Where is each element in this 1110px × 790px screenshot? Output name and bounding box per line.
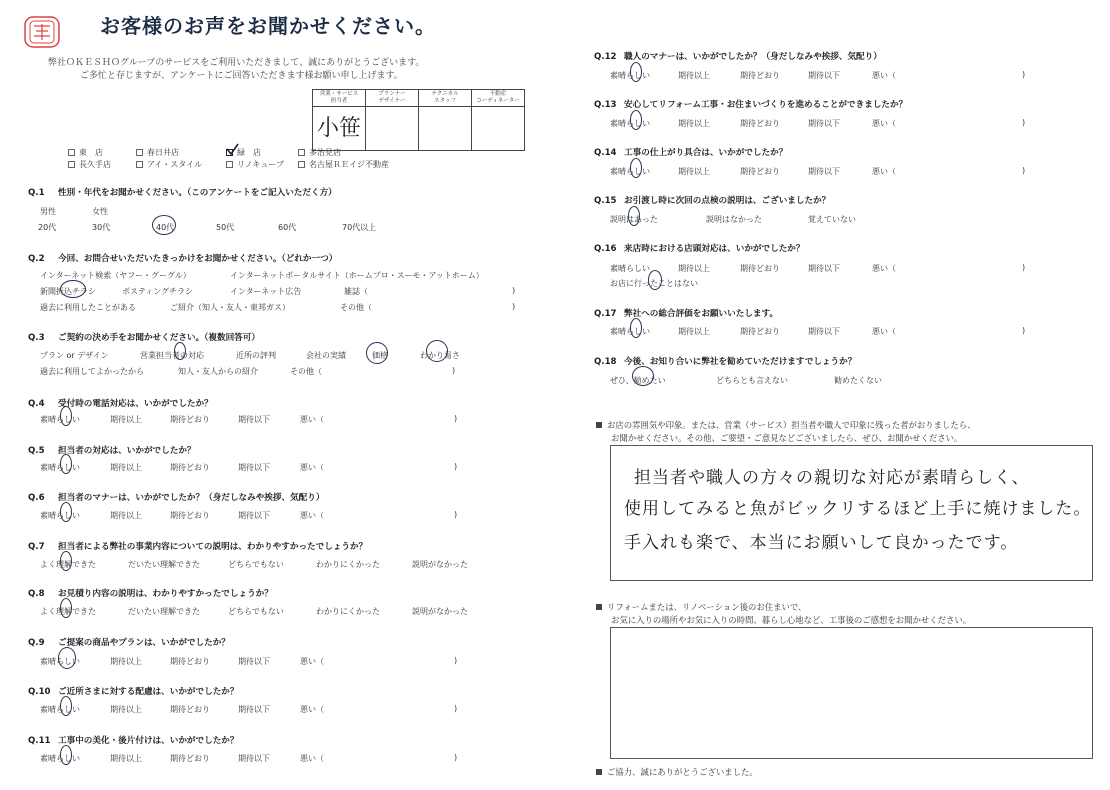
q4-opt-bad[interactable]: 悪い（ (300, 415, 324, 424)
q8-opt-none[interactable]: 説明がなかった (412, 607, 468, 616)
checkmark-icon (225, 143, 239, 157)
q3-opt-sales[interactable]: 営業担当者の対応 (140, 351, 204, 360)
q10-opt-excellent[interactable]: 素晴らしい (40, 705, 80, 714)
q10-opt-above[interactable]: 期待以上 (110, 705, 142, 714)
q11-heading: Q.11 工事中の美化・後片付けは、いかがでしたか？ (28, 734, 238, 746)
q2-heading: Q.2 今回、お問合せいただいたきっかけをお聞かせください。（どれか一つ） (28, 252, 337, 264)
q16-opt-bad[interactable]: 悪い（ (872, 264, 896, 273)
q1-age-60[interactable]: 60代 (278, 223, 297, 232)
q2-opt-search[interactable]: インターネット検索（ヤフー・グーグル） (40, 271, 191, 280)
q3-opt-price[interactable]: 価格 (372, 351, 388, 360)
company-seal-icon (22, 14, 62, 50)
q4-opt-expected[interactable]: 期待どおり (170, 415, 210, 424)
comment1-handwriting-line-2: 使用してみると魚がビックリするほど上手に焼けました。 (624, 499, 1092, 519)
q7-opt-neutral[interactable]: どちらでもない (228, 560, 284, 569)
staff-header-planner: プランナー デザイナー (366, 90, 419, 107)
staff-realestate-name[interactable] (472, 107, 525, 151)
q8-opt-well[interactable]: よく理解できた (40, 607, 96, 616)
q10-opt-bad[interactable]: 悪い（ (300, 705, 324, 714)
q17-opt-below[interactable]: 期待以下 (808, 327, 840, 336)
q14-opt-excellent[interactable]: 素晴らしい (610, 167, 650, 176)
q11-opt-above[interactable]: 期待以上 (110, 754, 142, 763)
q3-opt-reputation[interactable]: 近所の評判 (236, 351, 276, 360)
store-higashi[interactable]: 東 店 (68, 147, 103, 158)
q17-opt-expected[interactable]: 期待どおり (740, 327, 780, 336)
q3-opt-plan[interactable]: プラン or デザイン (40, 351, 109, 360)
q3-opt-referral[interactable]: 知人・友人からの紹介 (178, 367, 258, 376)
q2-opt-portal[interactable]: インターネットポータルサイト（ホームプロ・スーモ・アットホーム） (230, 271, 484, 280)
q18-opt-no[interactable]: 勧めたくない (834, 376, 882, 385)
staff-table (312, 89, 525, 151)
q2-opt-web-ad[interactable]: インターネット広告 (230, 287, 302, 296)
q18-heading: Q.18 今後、お知り合いに弊社を勧めていただけますでしょうか？ (594, 355, 856, 367)
q2-opt-newspaper[interactable]: 新聞折込チラシ (40, 287, 96, 296)
comment2-prompt-2: お気に入りの場所やお気に入りの時間、暮らし心地など、工事後のご感想をお聞かせください。 (611, 615, 972, 625)
q12-opt-bad[interactable]: 悪い（ (872, 71, 896, 80)
q7-opt-well[interactable]: よく理解できた (40, 560, 96, 569)
q11-opt-excellent[interactable]: 素晴らしい (40, 754, 80, 763)
q5-heading: Q.5 担当者の対応は、いかがでしたか？ (28, 444, 196, 456)
q16-opt-never-visited[interactable]: お店に行ったことはない (610, 279, 698, 288)
store-tajimi[interactable]: 多治見店 (298, 147, 341, 158)
q3-opt-record[interactable]: 会社の実績 (306, 351, 346, 360)
q9-opt-excellent[interactable]: 素晴らしい (40, 657, 80, 666)
q17-heading: Q.17 弊社への総合評価をお願いいたします。 (594, 307, 778, 319)
q17-opt-excellent[interactable]: 素晴らしい (610, 327, 650, 336)
q2-opt-magazine[interactable]: 雑誌（ (344, 287, 368, 296)
q8-opt-neutral[interactable]: どちらでもない (228, 607, 284, 616)
q12-opt-below[interactable]: 期待以下 (808, 71, 840, 80)
q1-age-20[interactable]: 20代 (38, 223, 57, 232)
q5-opt-expected[interactable]: 期待どおり (170, 463, 210, 472)
q13-opt-bad[interactable]: 悪い（ (872, 119, 896, 128)
q16-opt-excellent[interactable]: 素晴らしい (610, 264, 650, 273)
q1-age-40[interactable]: 40代 (156, 223, 175, 232)
q9-opt-above[interactable]: 期待以上 (110, 657, 142, 666)
staff-header-technical: テクニカル スタッフ (419, 90, 472, 107)
q6-opt-bad[interactable]: 悪い（ (300, 511, 324, 520)
q2-opt-other[interactable]: その他（ (340, 303, 372, 312)
q3-heading: Q.3 ご契約の決め手をお聞かせください。（複数回答可） (28, 331, 260, 343)
q3-opt-past[interactable]: 過去に利用してよかったから (40, 367, 144, 376)
q13-opt-excellent[interactable]: 素晴らしい (610, 119, 650, 128)
q6-opt-below[interactable]: 期待以下 (238, 511, 270, 520)
footer-thanks: ご協力、誠にありがとうございました。 (596, 766, 758, 778)
q9-opt-expected[interactable]: 期待どおり (170, 657, 210, 666)
page-title: お客様のお声をお聞かせください。 (100, 14, 436, 38)
q4-opt-below[interactable]: 期待以下 (238, 415, 270, 424)
q2-opt-past[interactable]: 過去に利用したことがある (40, 303, 136, 312)
q11-opt-below[interactable]: 期待以下 (238, 754, 270, 763)
store-istyle[interactable]: アイ・スタイル (136, 159, 202, 170)
q6-opt-expected[interactable]: 期待どおり (170, 511, 210, 520)
q11-opt-bad[interactable]: 悪い（ (300, 754, 324, 763)
q17-opt-bad[interactable]: 悪い（ (872, 327, 896, 336)
q15-opt-no[interactable]: 説明はなかった (706, 215, 762, 224)
comment1-prompt-1: お店の雰囲気や印象。または、営業（サービス）担当者や職人で印象に残った者がおりましたら、 (596, 419, 976, 431)
comment1-handwriting-line-1: 担当者や職人の方々の親切な対応が素晴らしく、 (634, 468, 1030, 488)
q7-opt-none[interactable]: 説明がなかった (412, 560, 468, 569)
q8-heading: Q.8 お見積り内容の説明は、わかりやすかったでしょうか？ (28, 587, 273, 599)
q3-opt-clarity[interactable]: わかり易さ (420, 351, 460, 360)
q4-opt-above[interactable]: 期待以上 (110, 415, 142, 424)
store-nagoya-re[interactable]: 名古屋ＲＥイジ不動産 (298, 159, 389, 170)
q4-opt-excellent[interactable]: 素晴らしい (40, 415, 80, 424)
q1-age-70[interactable]: 70代以上 (342, 223, 377, 232)
q1-age-30[interactable]: 30代 (92, 223, 111, 232)
q16-heading: Q.16 来店時における店頭対応は、いかがでしたか？ (594, 242, 804, 254)
q2-opt-referral[interactable]: ご紹介（知人・友人・東邦ガス） (170, 303, 290, 312)
q14-heading: Q.14 工事の仕上がり具合は、いかがでしたか？ (594, 146, 787, 158)
q10-opt-expected[interactable]: 期待どおり (170, 705, 210, 714)
q18-opt-neutral[interactable]: どちらとも言えない (716, 376, 788, 385)
staff-header-realestate: 不動産 コーディネーター (472, 90, 525, 107)
q13-opt-expected[interactable]: 期待どおり (740, 119, 780, 128)
q6-opt-above[interactable]: 期待以上 (110, 511, 142, 520)
q15-opt-forgot[interactable]: 覚えていない (808, 215, 856, 224)
staff-technical-name[interactable] (419, 107, 472, 151)
q15-heading: Q.15 お引渡し時に次回の点検の説明は、ございましたか？ (594, 194, 830, 206)
comment2-box[interactable] (610, 627, 1093, 759)
q18-opt-yes[interactable]: ぜひ、勧めたい (610, 376, 666, 385)
q1-gender-female[interactable]: 女性 (92, 207, 108, 216)
q14-opt-above[interactable]: 期待以上 (678, 167, 710, 176)
staff-sales-name[interactable]: 小笹 (313, 107, 366, 151)
q4-heading: Q.4 受付時の電話対応は、いかがでしたか？ (28, 397, 213, 409)
staff-header-sales: 営業・サービス 担当者 (313, 90, 366, 107)
intro-line-1: 弊社ＯＫＥＳＨＯグループのサービスをご利用いただきまして、誠にありがとうございます。 (48, 58, 425, 68)
q13-opt-above[interactable]: 期待以上 (678, 119, 710, 128)
q12-heading: Q.12 職人のマナーは、いかがでしたか？（身だしなみや挨拶、気配り） (594, 50, 882, 62)
q7-opt-mostly[interactable]: だいたい理解できた (128, 560, 200, 569)
q3-opt-other[interactable]: その他（ (290, 367, 322, 376)
q14-opt-below[interactable]: 期待以下 (808, 167, 840, 176)
q5-opt-below[interactable]: 期待以下 (238, 463, 270, 472)
q17-opt-above[interactable]: 期待以上 (678, 327, 710, 336)
q10-heading: Q.10 ご近所さまに対する配慮は、いかがでしたか？ (28, 685, 238, 697)
q7-heading: Q.7 担当者による弊社の事業内容についての説明は、わかりやすかったでしょうか？ (28, 540, 367, 552)
q11-opt-expected[interactable]: 期待どおり (170, 754, 210, 763)
q9-opt-below[interactable]: 期待以下 (238, 657, 270, 666)
store-renocube[interactable]: リノキューブ (226, 159, 284, 170)
q6-opt-excellent[interactable]: 素晴らしい (40, 511, 80, 520)
q16-opt-expected[interactable]: 期待どおり (740, 264, 780, 273)
q10-opt-below[interactable]: 期待以下 (238, 705, 270, 714)
staff-planner-name[interactable] (366, 107, 419, 151)
q1-heading: Q.1 性別・年代をお聞かせください。（このアンケートをご記入いただく方） (28, 186, 337, 198)
q5-opt-excellent[interactable]: 素晴らしい (40, 463, 80, 472)
comment1-prompt-2: お聞かせください。その他、ご要望・ご意見などございましたら、ぜひ、お聞かせください。 (611, 433, 963, 443)
q1-gender-male[interactable]: 男性 (40, 207, 56, 216)
q5-opt-bad[interactable]: 悪い（ (300, 463, 324, 472)
q16-opt-below[interactable]: 期待以下 (808, 264, 840, 273)
q13-heading: Q.13 安心してリフォーム工事・お住まいづくりを進めることができましたか？ (594, 98, 907, 110)
q15-opt-yes[interactable]: 説明はあった (610, 215, 658, 224)
store-midori[interactable]: 緑 店 (226, 147, 261, 158)
q14-opt-bad[interactable]: 悪い（ (872, 167, 896, 176)
q14-opt-expected[interactable]: 期待どおり (740, 167, 780, 176)
q8-opt-mostly[interactable]: だいたい理解できた (128, 607, 200, 616)
comment1-handwriting-line-3: 手入れも楽で、本当にお願いして良かったです。 (624, 533, 1019, 553)
intro-line-2: ご多忙と存じますが、アンケートにご回答いただきます様お願い申し上げます。 (80, 71, 403, 81)
comment2-prompt-1: リフォームまたは、リノベーション後のお住まいで、 (596, 601, 806, 613)
q5-opt-above[interactable]: 期待以上 (110, 463, 142, 472)
q12-opt-excellent[interactable]: 素晴らしい (610, 71, 650, 80)
q9-heading: Q.9 ご提案の商品やプランは、いかがでしたか？ (28, 636, 230, 648)
q1-age-50[interactable]: 50代 (216, 223, 235, 232)
q8-opt-hard[interactable]: わかりにくかった (316, 607, 380, 616)
q13-opt-below[interactable]: 期待以下 (808, 119, 840, 128)
store-kasugai[interactable]: 春日井店 (136, 147, 179, 158)
q9-opt-bad[interactable]: 悪い（ (300, 657, 324, 666)
q2-opt-posting[interactable]: ポスティングチラシ (122, 287, 194, 296)
q6-heading: Q.6 担当者のマナーは、いかがでしたか？（身だしなみや挨拶、気配り） (28, 491, 324, 503)
q16-opt-above[interactable]: 期待以上 (678, 264, 710, 273)
q7-opt-hard[interactable]: わかりにくかった (316, 560, 380, 569)
q12-opt-above[interactable]: 期待以上 (678, 71, 710, 80)
q12-opt-expected[interactable]: 期待どおり (740, 71, 780, 80)
store-nagakute[interactable]: 長久手店 (68, 159, 111, 170)
